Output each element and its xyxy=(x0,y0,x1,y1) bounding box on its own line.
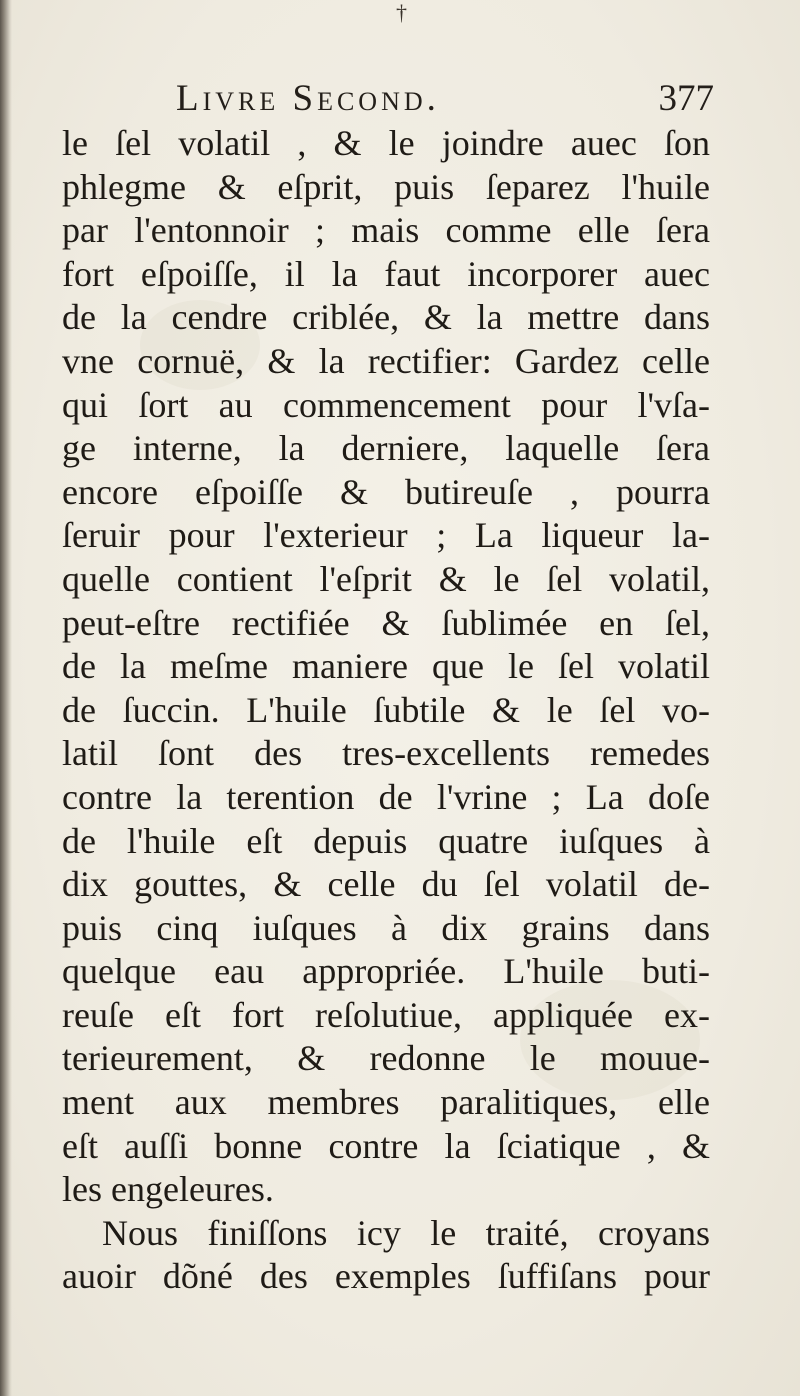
text-line: eſt auſſi bonne contre la ſciatique , & xyxy=(62,1125,710,1166)
page-binding-edge xyxy=(0,0,12,1396)
text-line: reuſe eſt fort reſolutiue, appliquée ex- xyxy=(62,994,710,1035)
text-line: phlegme & eſprit, puis ſeparez l'huile xyxy=(62,166,710,207)
text-line: de l'huile eſt depuis quatre iuſques à xyxy=(62,820,710,861)
text-line: dix gouttes, & celle du ſel volatil de- xyxy=(62,864,710,905)
text-line: ge interne, la derniere, laquelle ſera xyxy=(62,428,710,469)
text-line: qui ſort au commencement pour l'vſa- xyxy=(62,384,710,425)
text-line: Nous finiſſons icy le traité, croyans xyxy=(102,1212,710,1253)
running-head: Livre Second. xyxy=(176,78,440,119)
text-line: de ſuccin. L'huile ſubtile & le ſel vo- xyxy=(62,689,710,730)
text-line: fort eſpoiſſe, il la faut incorporer auec xyxy=(62,253,710,294)
text-line: ſeruir pour l'exterieur ; La liqueur la- xyxy=(62,515,710,556)
text-line: contre la terention de l'vrine ; La doſe xyxy=(62,776,710,817)
body-text xyxy=(62,122,710,1299)
text-line: latil ſont des tres-excellents remedes xyxy=(62,733,710,774)
printer-mark: † xyxy=(396,0,407,25)
text-line: par l'entonnoir ; mais comme elle ſera xyxy=(62,210,710,251)
text-line: peut-eſtre rectifiée & ſublimée en ſel, xyxy=(62,602,710,643)
text-line: de la cendre criblée, & la mettre dans xyxy=(62,297,710,338)
page-header xyxy=(176,74,714,124)
text-line: auoir dõné des exemples ſuffiſans pour xyxy=(62,1256,710,1297)
text-line: puis cinq iuſques à dix grains dans xyxy=(62,907,710,948)
text-line: terieurement, & redonne le mouue- xyxy=(62,1038,710,1079)
text-line: le ſel volatil , & le joindre auec ſon xyxy=(62,123,710,163)
text-line: les engeleures. xyxy=(62,1169,274,1210)
page-number: 377 xyxy=(658,78,714,119)
text-line: encore eſpoiſſe & butireuſe , pourra xyxy=(62,471,710,512)
text-line: ment aux membres paralitiques, elle xyxy=(62,1082,710,1123)
text-line: quelle contient l'eſprit & le ſel volatil, xyxy=(62,558,710,599)
text-line: de la meſme maniere que le ſel volatil xyxy=(62,646,710,687)
text-line: vne cornuë, & la rectifier: Gardez celle xyxy=(62,340,710,381)
text-line: quelque eau appropriée. L'huile buti- xyxy=(62,951,710,992)
